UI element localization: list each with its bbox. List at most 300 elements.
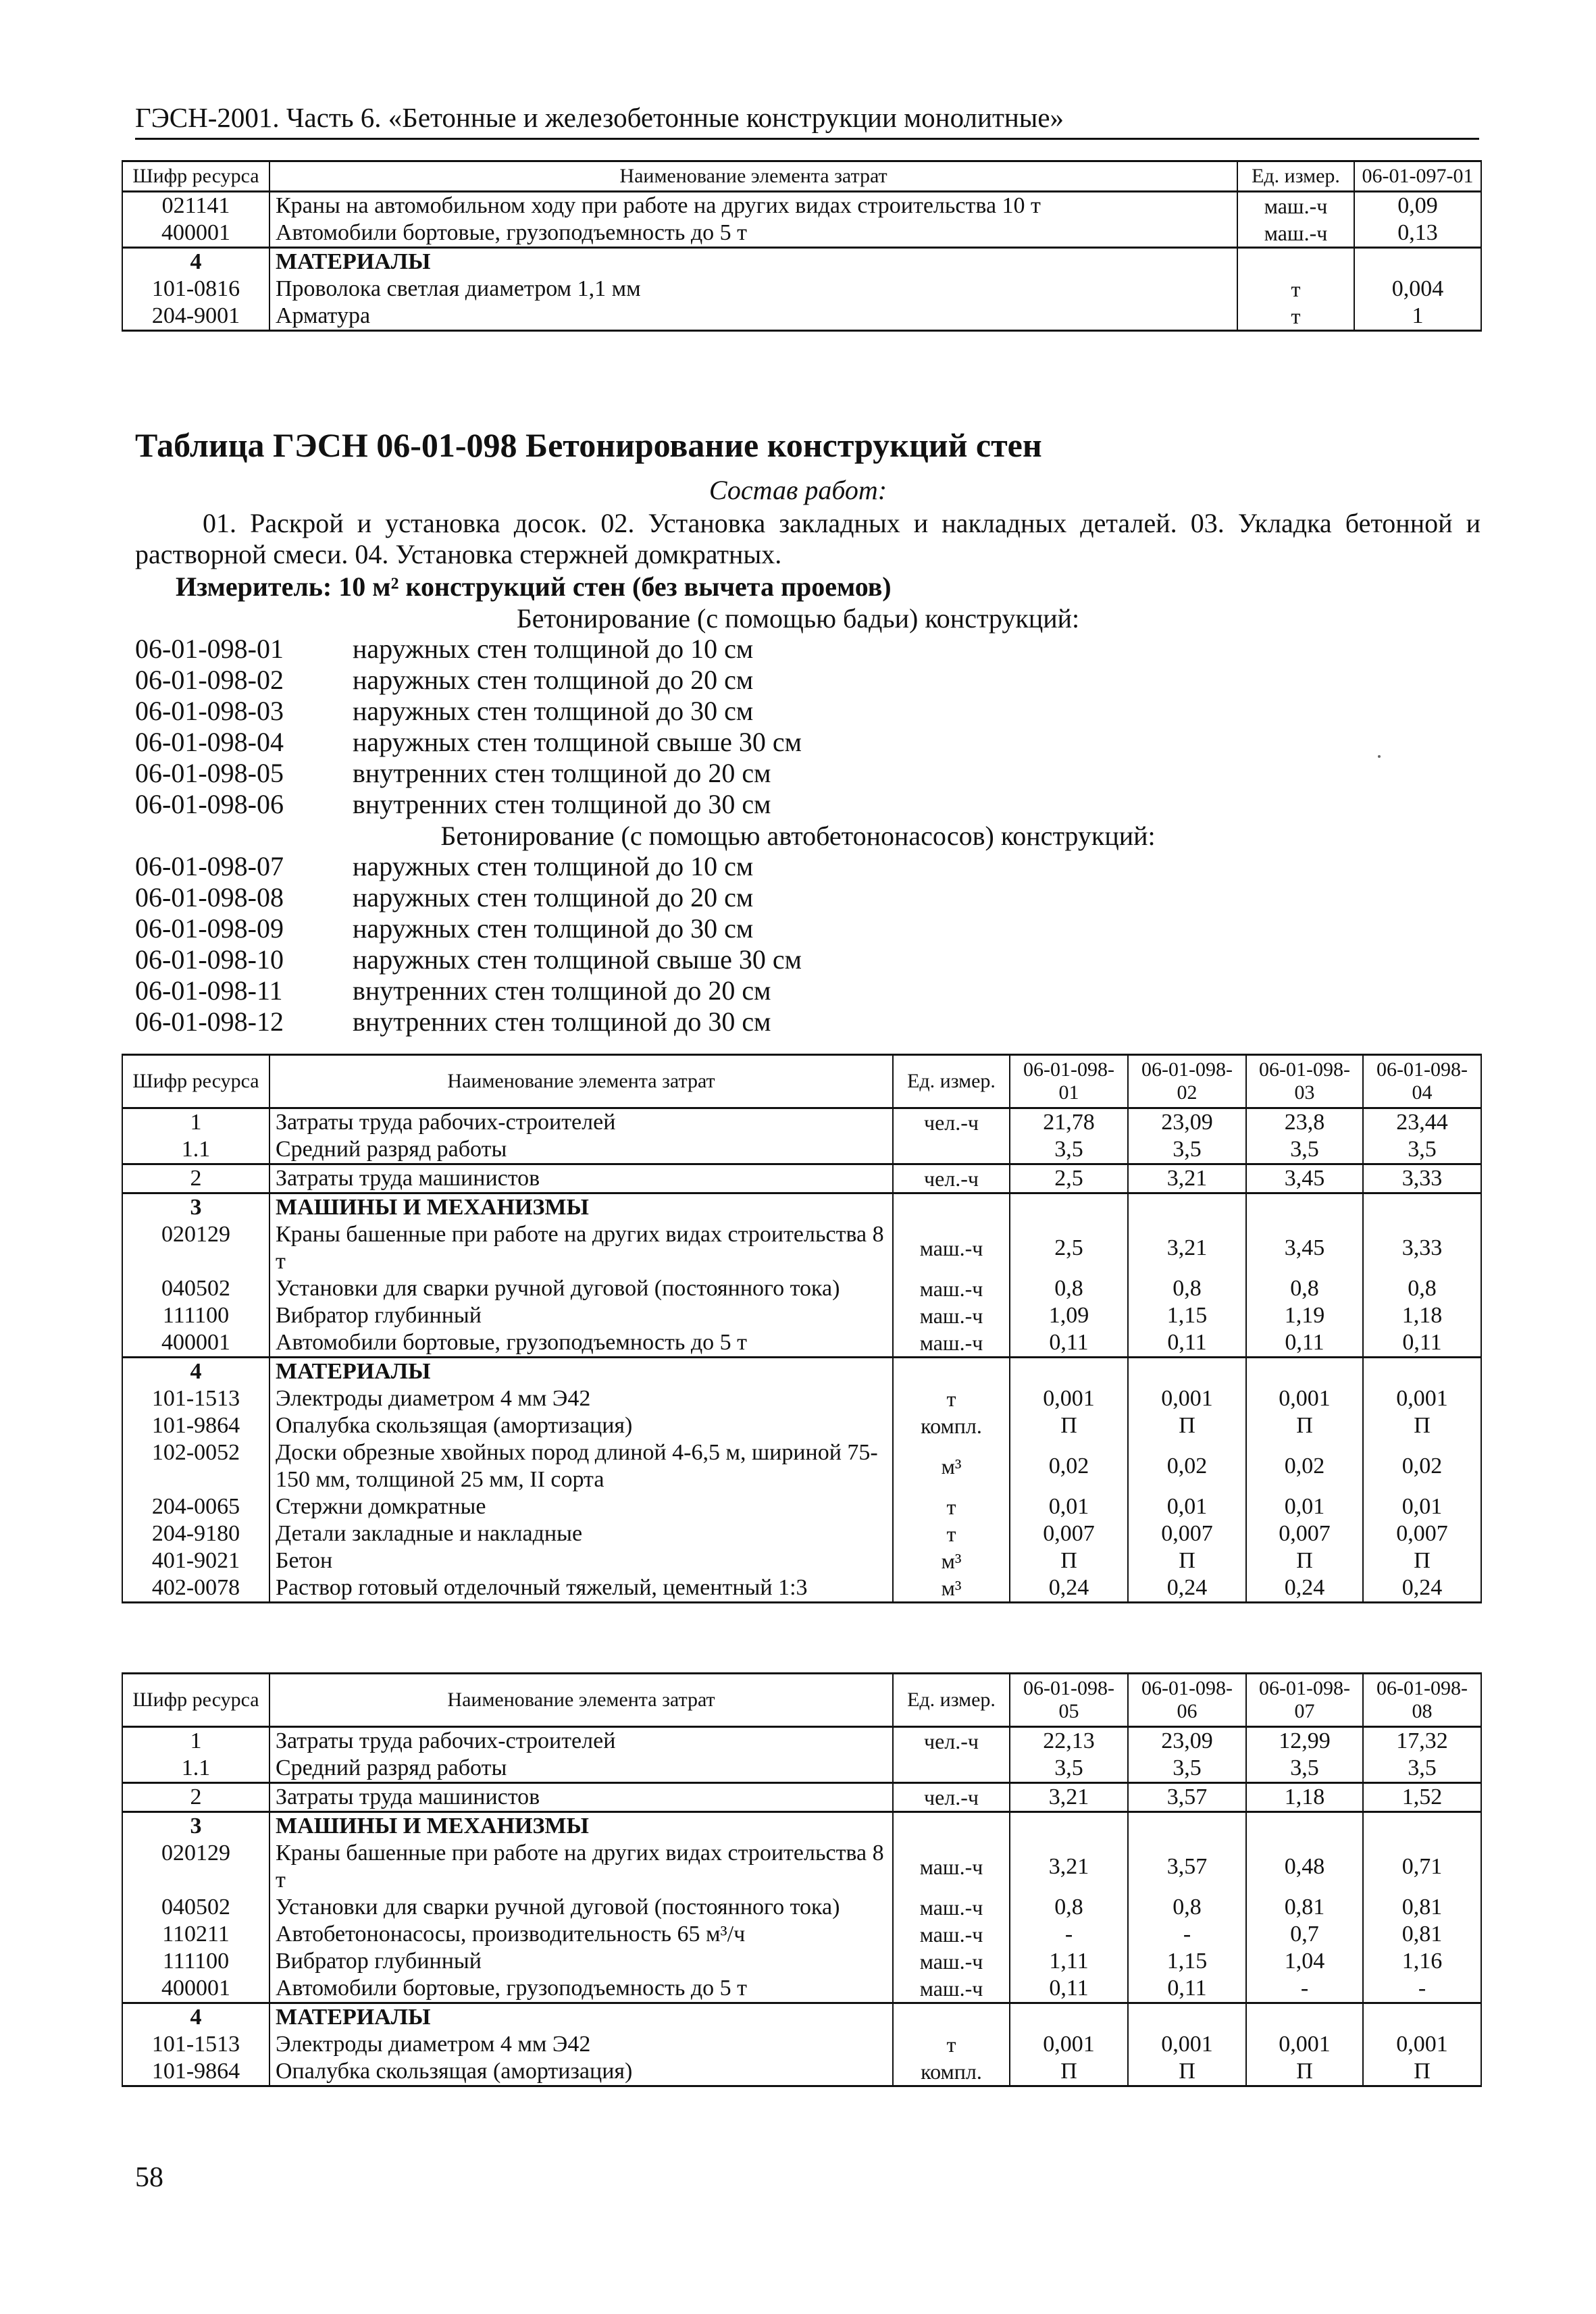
resource-unit: чел.-ч xyxy=(893,1783,1010,1812)
resource-value: 0,02 xyxy=(1363,1439,1481,1493)
running-header: ГЭСН-2001. Часть 6. «Бетонные и железобетонные конструкции монолитные» xyxy=(135,100,1479,140)
resource-value: 3,21 xyxy=(1128,1221,1246,1275)
resource-table-098-b xyxy=(122,1672,1482,2087)
resource-name: Электроды диаметром 4 мм Э42 xyxy=(269,2031,893,2058)
resource-value: 0,11 xyxy=(1246,1329,1363,1358)
resource-unit: маш.-ч xyxy=(893,1840,1010,1894)
norm-text: внутренних стен толщиной до 30 см xyxy=(353,789,771,819)
column-header: 06-01-098-02 xyxy=(1128,1055,1246,1108)
norm-text: наружных стен толщиной свыше 30 см xyxy=(353,727,802,757)
table-row xyxy=(122,1493,1481,1520)
resource-code: 101-9864 xyxy=(122,2058,269,2086)
table-row xyxy=(122,1975,1481,2003)
resource-value: 0,02 xyxy=(1246,1439,1363,1493)
resource-value: 0,001 xyxy=(1246,2031,1363,2058)
section-title: МАТЕРИАЛЫ xyxy=(269,1358,893,1386)
table-row xyxy=(122,1275,1481,1302)
resource-value: 2,5 xyxy=(1010,1164,1128,1193)
resource-value: 0,81 xyxy=(1246,1894,1363,1921)
resource-name: Краны на автомобильном ходу при работе на других видах строительства 10 т xyxy=(269,192,1237,220)
resource-name: Установки для сварки ручной дуговой (постоянного тока) xyxy=(269,1894,893,1921)
table-row xyxy=(122,1520,1481,1547)
norm-text: наружных стен толщиной до 30 см xyxy=(353,913,754,944)
resource-name: Установки для сварки ручной дуговой (постоянного тока) xyxy=(269,1275,893,1302)
resource-unit: м³ xyxy=(893,1439,1010,1493)
column-header: 06-01-098-01 xyxy=(1010,1055,1128,1108)
resource-value: 0,11 xyxy=(1010,1975,1128,2003)
resource-value xyxy=(1010,2003,1128,2032)
resource-name: Бетон xyxy=(269,1547,893,1574)
resource-value: П xyxy=(1010,2058,1128,2086)
resource-code: 1.1 xyxy=(122,1755,269,1783)
resource-unit: м³ xyxy=(893,1547,1010,1574)
table-row xyxy=(122,1948,1481,1975)
resource-value: 0,007 xyxy=(1128,1520,1246,1547)
resource-name: Стержни домкратные xyxy=(269,1493,893,1520)
norm-text: наружных стен толщиной до 30 см xyxy=(353,696,754,726)
resource-value: - xyxy=(1363,1975,1481,2003)
norm-item xyxy=(135,696,753,727)
resource-code: 021141 xyxy=(122,192,269,220)
resource-name: Детали закладные и накладные xyxy=(269,1520,893,1547)
section-code: 3 xyxy=(122,1812,269,1841)
page-number: 58 xyxy=(135,2162,163,2193)
resource-code: 400001 xyxy=(122,220,269,248)
norm-item xyxy=(135,975,771,1006)
section-code: 4 xyxy=(122,248,269,276)
norm-text: наружных стен толщиной свыше 30 см xyxy=(353,944,802,975)
norm-text: наружных стен толщиной до 10 см xyxy=(353,851,754,881)
resource-value: П xyxy=(1010,1547,1128,1574)
section-code: 4 xyxy=(122,1358,269,1386)
table-body xyxy=(122,1108,1481,1603)
table-header-row xyxy=(122,1674,1481,1727)
resource-code: 2 xyxy=(122,1783,269,1812)
norm-code: 06-01-098-01 xyxy=(135,634,284,664)
resource-value xyxy=(1128,2003,1246,2032)
resource-value: 0,8 xyxy=(1010,1275,1128,1302)
table-row xyxy=(122,1385,1481,1412)
resource-value: 23,44 xyxy=(1363,1108,1481,1137)
resource-unit: маш.-ч xyxy=(893,1975,1010,2003)
resource-value: 0,01 xyxy=(1246,1493,1363,1520)
resource-value: 3,21 xyxy=(1128,1164,1246,1193)
resource-value: П xyxy=(1010,1412,1128,1439)
resource-value: 0,24 xyxy=(1246,1574,1363,1603)
resource-value: 1,15 xyxy=(1128,1948,1246,1975)
resource-code: 101-0816 xyxy=(122,276,269,303)
group-heading: Бетонирование (с помощью автобетононасосов) конструкций: xyxy=(440,821,1156,851)
resource-value: 0,01 xyxy=(1128,1493,1246,1520)
norm-code: 06-01-098-09 xyxy=(135,913,284,944)
resource-value xyxy=(1246,2003,1363,2032)
resource-name: Краны башенные при работе на других видах строительства 8 т xyxy=(269,1840,893,1894)
norm-code: 06-01-098-08 xyxy=(135,882,284,912)
resource-table-097 xyxy=(122,160,1482,332)
resource-value: 17,32 xyxy=(1363,1727,1481,1755)
resource-code: 111100 xyxy=(122,1302,269,1329)
resource-unit xyxy=(893,1755,1010,1783)
resource-unit xyxy=(1237,248,1354,276)
column-header: Ед. измер. xyxy=(1237,161,1354,192)
section-row xyxy=(122,1358,1481,1386)
resource-name: Электроды диаметром 4 мм Э42 xyxy=(269,1385,893,1412)
resource-code: 040502 xyxy=(122,1894,269,1921)
resource-value: 3,5 xyxy=(1246,1136,1363,1164)
resource-value: 0,007 xyxy=(1010,1520,1128,1547)
table-row xyxy=(122,1329,1481,1358)
resource-code: 1 xyxy=(122,1108,269,1137)
resource-unit: т xyxy=(1237,276,1354,303)
resource-value: 3,57 xyxy=(1128,1840,1246,1894)
resource-value xyxy=(1128,1193,1246,1222)
resource-code: 102-0052 xyxy=(122,1439,269,1493)
resource-unit: т xyxy=(893,1520,1010,1547)
resource-value: П xyxy=(1128,1547,1246,1574)
norm-text: наружных стен толщиной до 10 см xyxy=(353,634,754,664)
resource-value: 0,007 xyxy=(1363,1520,1481,1547)
resource-name: Средний разряд работы xyxy=(269,1755,893,1783)
norm-code: 06-01-098-10 xyxy=(135,944,284,975)
resource-value: 22,13 xyxy=(1010,1727,1128,1755)
resource-code: 204-9001 xyxy=(122,303,269,331)
norm-code: 06-01-098-05 xyxy=(135,758,284,788)
resource-name: Средний разряд работы xyxy=(269,1136,893,1164)
table-row xyxy=(122,1574,1481,1603)
resource-code: 101-1513 xyxy=(122,1385,269,1412)
section-row xyxy=(122,248,1481,276)
resource-code: 401-9021 xyxy=(122,1547,269,1574)
norm-text: наружных стен толщиной до 20 см xyxy=(353,882,754,912)
composition-title: Состав работ: xyxy=(709,475,887,505)
norm-item xyxy=(135,913,753,944)
resource-unit xyxy=(893,1193,1010,1222)
resource-value xyxy=(1128,1358,1246,1386)
column-header: Шифр ресурса xyxy=(122,1674,269,1727)
resource-unit: компл. xyxy=(893,2058,1010,2086)
resource-unit: т xyxy=(893,2031,1010,2058)
resource-unit: маш.-ч xyxy=(893,1894,1010,1921)
table-row xyxy=(122,1921,1481,1948)
norm-code: 06-01-098-06 xyxy=(135,789,284,819)
resource-name: Затраты труда машинистов xyxy=(269,1783,893,1812)
resource-value: 0,02 xyxy=(1128,1439,1246,1493)
resource-value: 23,09 xyxy=(1128,1108,1246,1137)
measure-unit: Измеритель: 10 м² конструкций стен (без вычета проемов) xyxy=(176,571,892,602)
resource-unit xyxy=(893,1812,1010,1841)
table-row xyxy=(122,1894,1481,1921)
resource-value: 3,21 xyxy=(1010,1840,1128,1894)
section-title: МАШИНЫ И МЕХАНИЗМЫ xyxy=(269,1193,893,1222)
resource-unit xyxy=(893,1136,1010,1164)
table-row xyxy=(122,2031,1481,2058)
resource-name: Затраты труда рабочих-строителей xyxy=(269,1727,893,1755)
norm-item xyxy=(135,665,753,696)
resource-value: 3,45 xyxy=(1246,1221,1363,1275)
column-header: 06-01-098-08 xyxy=(1363,1674,1481,1727)
resource-value: - xyxy=(1010,1921,1128,1948)
resource-value: 0,81 xyxy=(1363,1921,1481,1948)
column-header: Шифр ресурса xyxy=(122,161,269,192)
resource-unit: маш.-ч xyxy=(893,1302,1010,1329)
norm-code: 06-01-098-03 xyxy=(135,696,284,726)
resource-value: 0,8 xyxy=(1128,1894,1246,1921)
norm-item xyxy=(135,727,802,758)
column-header: 06-01-097-01 xyxy=(1354,161,1481,192)
column-header: Наименование элемента затрат xyxy=(269,1674,893,1727)
resource-unit: т xyxy=(893,1493,1010,1520)
resource-unit xyxy=(893,1358,1010,1386)
resource-value: 1,19 xyxy=(1246,1302,1363,1329)
resource-table-098-a xyxy=(122,1054,1482,1603)
resource-value: 1,09 xyxy=(1010,1302,1128,1329)
resource-value: 1,52 xyxy=(1363,1783,1481,1812)
section-row xyxy=(122,1812,1481,1841)
table-row xyxy=(122,303,1481,331)
norm-text: внутренних стен толщиной до 20 см xyxy=(353,975,771,1006)
resource-code: 101-9864 xyxy=(122,1412,269,1439)
norm-item xyxy=(135,1006,771,1037)
resource-name: Проволока светлая диаметром 1,1 мм xyxy=(269,276,1237,303)
resource-name: Краны башенные при работе на других видах строительства 8 т xyxy=(269,1221,893,1275)
table-row xyxy=(122,220,1481,248)
column-header: 06-01-098-05 xyxy=(1010,1674,1128,1727)
table-row xyxy=(122,1727,1481,1755)
table-row xyxy=(122,1164,1481,1193)
resource-unit: т xyxy=(893,1385,1010,1412)
resource-value: 3,33 xyxy=(1363,1164,1481,1193)
resource-unit: чел.-ч xyxy=(893,1727,1010,1755)
resource-value: 3,33 xyxy=(1363,1221,1481,1275)
resource-name: Вибратор глубинный xyxy=(269,1302,893,1329)
resource-name: Вибратор глубинный xyxy=(269,1948,893,1975)
resource-value: 3,5 xyxy=(1246,1755,1363,1783)
resource-value xyxy=(1010,1193,1128,1222)
resource-value xyxy=(1363,1193,1481,1222)
section-title: МАТЕРИАЛЫ xyxy=(269,2003,893,2032)
column-header: 06-01-098-03 xyxy=(1246,1055,1363,1108)
resource-name: Автобетононасосы, производительность 65 м³/ч xyxy=(269,1921,893,1948)
resource-value: 1,15 xyxy=(1128,1302,1246,1329)
table-row xyxy=(122,1412,1481,1439)
resource-code: 111100 xyxy=(122,1948,269,1975)
resource-code: 020129 xyxy=(122,1221,269,1275)
resource-code: 402-0078 xyxy=(122,1574,269,1603)
resource-value: П xyxy=(1128,2058,1246,2086)
resource-code: 1.1 xyxy=(122,1136,269,1164)
section-row xyxy=(122,1193,1481,1222)
column-header: 06-01-098-07 xyxy=(1246,1674,1363,1727)
resource-value xyxy=(1010,1358,1128,1386)
resource-name: Раствор готовый отделочный тяжелый, цементный 1:3 xyxy=(269,1574,893,1603)
resource-unit: компл. xyxy=(893,1412,1010,1439)
norm-item xyxy=(135,634,753,665)
table-row xyxy=(122,1547,1481,1574)
resource-value xyxy=(1128,1812,1246,1841)
resource-unit: маш.-ч xyxy=(893,1948,1010,1975)
resource-value: 3,5 xyxy=(1010,1136,1128,1164)
resource-value: 0,007 xyxy=(1246,1520,1363,1547)
table-header-row xyxy=(122,161,1481,192)
norm-text: внутренних стен толщиной до 20 см xyxy=(353,758,771,788)
resource-value xyxy=(1363,1358,1481,1386)
resource-value: П xyxy=(1246,1412,1363,1439)
resource-value: - xyxy=(1128,1921,1246,1948)
table-row xyxy=(122,276,1481,303)
norm-item xyxy=(135,882,753,913)
resource-value xyxy=(1010,1812,1128,1841)
table-title: Таблица ГЭСН 06-01-098 Бетонирование конструкций стен xyxy=(135,426,1042,464)
norm-code: 06-01-098-11 xyxy=(135,975,283,1006)
resource-code: 110211 xyxy=(122,1921,269,1948)
resource-value: 0,8 xyxy=(1246,1275,1363,1302)
section-code: 4 xyxy=(122,2003,269,2032)
resource-value: 0,11 xyxy=(1363,1329,1481,1358)
resource-value: 0,001 xyxy=(1246,1385,1363,1412)
resource-value: 1,04 xyxy=(1246,1948,1363,1975)
resource-value: П xyxy=(1363,2058,1481,2086)
resource-value: П xyxy=(1246,1547,1363,1574)
column-header: 06-01-098-06 xyxy=(1128,1674,1246,1727)
resource-value: 0,004 xyxy=(1354,276,1481,303)
resource-value: 21,78 xyxy=(1010,1108,1128,1137)
resource-unit: маш.-ч xyxy=(1237,220,1354,248)
resource-code: 204-9180 xyxy=(122,1520,269,1547)
composition-text: 01. Раскрой и установка досок. 02. Установка закладных и накладных деталей. 03. Укладка бетонной и растворной смеси. 04. Установка стержней домкратных. xyxy=(135,508,1481,569)
resource-value: 3,5 xyxy=(1363,1755,1481,1783)
resource-code: 204-0065 xyxy=(122,1493,269,1520)
norm-code: 06-01-098-07 xyxy=(135,851,284,881)
resource-value: 0,8 xyxy=(1363,1275,1481,1302)
resource-value: 1,18 xyxy=(1363,1302,1481,1329)
resource-code: 1 xyxy=(122,1727,269,1755)
norm-item xyxy=(135,789,771,820)
resource-unit: маш.-ч xyxy=(893,1329,1010,1358)
resource-value: 3,5 xyxy=(1010,1755,1128,1783)
resource-unit: маш.-ч xyxy=(893,1275,1010,1302)
resource-value: 0,11 xyxy=(1128,1329,1246,1358)
resource-value: 0,001 xyxy=(1010,1385,1128,1412)
table-body xyxy=(122,1727,1481,2086)
section-title: МАТЕРИАЛЫ xyxy=(269,248,1237,276)
section-title: МАШИНЫ И МЕХАНИЗМЫ xyxy=(269,1812,893,1841)
resource-value: 0,02 xyxy=(1010,1439,1128,1493)
table-row xyxy=(122,1136,1481,1164)
norm-item xyxy=(135,944,802,975)
resource-value: 0,8 xyxy=(1128,1275,1246,1302)
resource-value: 12,99 xyxy=(1246,1727,1363,1755)
resource-value: П xyxy=(1363,1412,1481,1439)
resource-value: 3,5 xyxy=(1128,1755,1246,1783)
resource-value: 1,16 xyxy=(1363,1948,1481,1975)
resource-value: 1,18 xyxy=(1246,1783,1363,1812)
resource-name: Опалубка скользящая (амортизация) xyxy=(269,2058,893,2086)
resource-value: 0,001 xyxy=(1128,1385,1246,1412)
table-row xyxy=(122,1302,1481,1329)
table-row xyxy=(122,1783,1481,1812)
table-row xyxy=(122,192,1481,220)
resource-value: 0,7 xyxy=(1246,1921,1363,1948)
resource-value: - xyxy=(1246,1975,1363,2003)
resource-unit: маш.-ч xyxy=(893,1921,1010,1948)
resource-code: 400001 xyxy=(122,1329,269,1358)
resource-value: П xyxy=(1128,1412,1246,1439)
resource-value: 2,5 xyxy=(1010,1221,1128,1275)
resource-unit: чел.-ч xyxy=(893,1108,1010,1137)
resource-value: 1 xyxy=(1354,303,1481,331)
column-header: Ед. измер. xyxy=(893,1674,1010,1727)
resource-value: 0,001 xyxy=(1010,2031,1128,2058)
group-heading: Бетонирование (с помощью бадьи) конструкций: xyxy=(516,603,1080,634)
resource-code: 020129 xyxy=(122,1840,269,1894)
resource-name: Автомобили бортовые, грузоподъемность до 5 т xyxy=(269,220,1237,248)
resource-value: 0,09 xyxy=(1354,192,1481,220)
resource-value xyxy=(1246,1812,1363,1841)
resource-code: 101-1513 xyxy=(122,2031,269,2058)
column-header: Ед. измер. xyxy=(893,1055,1010,1108)
resource-unit: т xyxy=(1237,303,1354,331)
resource-value: 0,01 xyxy=(1363,1493,1481,1520)
section-code: 3 xyxy=(122,1193,269,1222)
column-header: 06-01-098-04 xyxy=(1363,1055,1481,1108)
resource-value: 23,09 xyxy=(1128,1727,1246,1755)
resource-code: 400001 xyxy=(122,1975,269,2003)
column-header: Шифр ресурса xyxy=(122,1055,269,1108)
section-row xyxy=(122,2003,1481,2032)
table-row xyxy=(122,1755,1481,1783)
resource-value: 0,001 xyxy=(1363,1385,1481,1412)
resource-name: Автомобили бортовые, грузоподъемность до 5 т xyxy=(269,1329,893,1358)
resource-value: 3,45 xyxy=(1246,1164,1363,1193)
resource-value: 0,24 xyxy=(1010,1574,1128,1603)
norm-code: 06-01-098-12 xyxy=(135,1006,284,1037)
resource-name: Автомобили бортовые, грузоподъемность до 5 т xyxy=(269,1975,893,2003)
table-row xyxy=(122,2058,1481,2086)
table-header-row xyxy=(122,1055,1481,1108)
resource-name: Опалубка скользящая (амортизация) xyxy=(269,1412,893,1439)
resource-value xyxy=(1246,1358,1363,1386)
resource-unit: м³ xyxy=(893,1574,1010,1603)
resource-unit xyxy=(893,2003,1010,2032)
column-header: Наименование элемента затрат xyxy=(269,161,1237,192)
table-row xyxy=(122,1221,1481,1275)
resource-value: 0,001 xyxy=(1363,2031,1481,2058)
resource-value: 3,21 xyxy=(1010,1783,1128,1812)
resource-value: П xyxy=(1246,2058,1363,2086)
norm-text: внутренних стен толщиной до 30 см xyxy=(353,1006,771,1037)
resource-value: 0,24 xyxy=(1128,1574,1246,1603)
resource-unit: чел.-ч xyxy=(893,1164,1010,1193)
norm-item xyxy=(135,851,753,882)
resource-value: 3,5 xyxy=(1363,1136,1481,1164)
resource-value: 1,11 xyxy=(1010,1948,1128,1975)
resource-value: 3,57 xyxy=(1128,1783,1246,1812)
resource-value: 3,5 xyxy=(1128,1136,1246,1164)
norm-item xyxy=(135,758,771,789)
resource-value: 0,8 xyxy=(1010,1894,1128,1921)
norm-code: 06-01-098-02 xyxy=(135,665,284,695)
table-row xyxy=(122,1108,1481,1137)
resource-name: Доски обрезные хвойных пород длиной 4-6,5 м, шириной 75-150 мм, толщиной 25 мм, II сорта xyxy=(269,1439,893,1493)
norm-code: 06-01-098-04 xyxy=(135,727,284,757)
resource-value xyxy=(1363,2003,1481,2032)
resource-value: 0,11 xyxy=(1128,1975,1246,2003)
resource-unit: маш.-ч xyxy=(893,1221,1010,1275)
resource-value xyxy=(1363,1812,1481,1841)
resource-value: 0,81 xyxy=(1363,1894,1481,1921)
scan-speck xyxy=(1378,755,1381,758)
resource-value: П xyxy=(1363,1547,1481,1574)
